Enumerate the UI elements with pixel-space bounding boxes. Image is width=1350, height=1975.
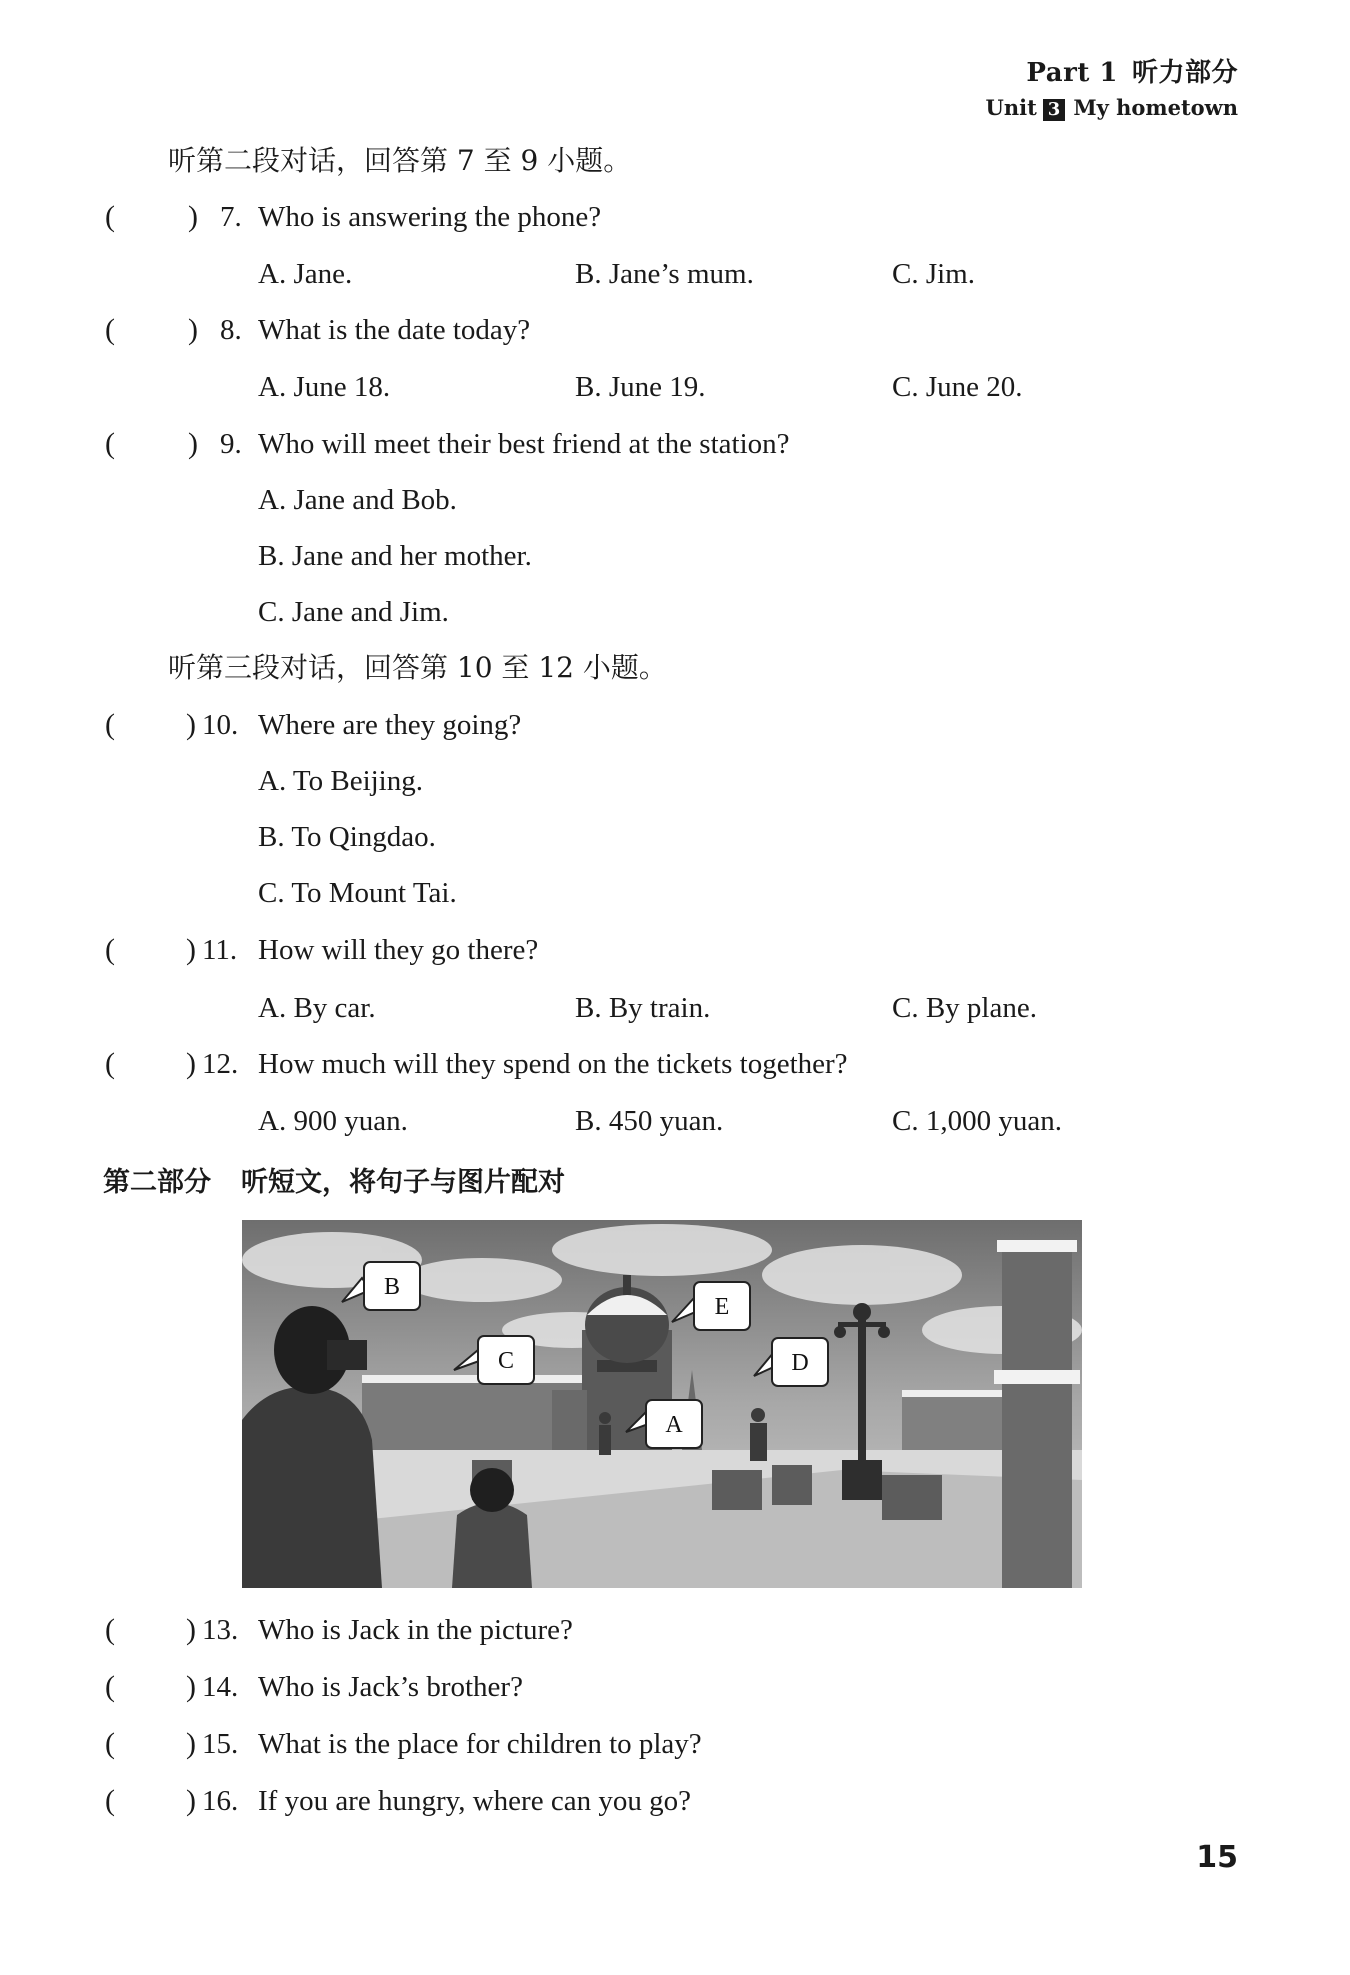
- option-b: B. To Qingdao.: [258, 821, 436, 853]
- question-number: 15.: [202, 1728, 239, 1760]
- question-text: Where are they going?: [258, 709, 522, 741]
- option-c: C. Jim.: [892, 258, 975, 290]
- answer-bracket-close: ): [188, 313, 198, 346]
- option-c: C. 1,000 yuan.: [892, 1105, 1062, 1137]
- part-heading: [986, 52, 1238, 89]
- question-number: 14.: [202, 1671, 239, 1703]
- section-2-part-label: 第二部分: [103, 1167, 211, 1198]
- callout-c-label: C: [497, 1348, 515, 1374]
- question-text: What is the place for children to play?: [258, 1728, 702, 1760]
- answer-bracket-open[interactable]: (: [105, 1613, 115, 1646]
- callout-d-label: D: [791, 1350, 809, 1376]
- answer-bracket-open[interactable]: (: [105, 1727, 115, 1760]
- answer-bracket-open[interactable]: (: [105, 313, 115, 346]
- answer-bracket-close: ): [186, 1613, 196, 1646]
- question-text: How will they go there?: [258, 934, 539, 966]
- answer-bracket-close: ): [186, 1727, 196, 1760]
- question-text: Who is Jack in the picture?: [258, 1614, 573, 1646]
- callout-a-label: A: [665, 1412, 683, 1438]
- question-number: 13.: [202, 1614, 239, 1646]
- part-label: Part 1: [1026, 58, 1118, 88]
- page-header: [986, 52, 1238, 121]
- unit-number-badge: 3: [1043, 99, 1066, 121]
- option-a: A. To Beijing.: [258, 765, 423, 797]
- answer-bracket-close: ): [186, 708, 196, 741]
- option-c: C. To Mount Tai.: [258, 877, 457, 909]
- answer-bracket-close: ): [186, 933, 196, 966]
- option-a: A. By car.: [258, 992, 376, 1024]
- question-text: Who will meet their best friend at the station?: [258, 428, 790, 460]
- answer-bracket-open[interactable]: (: [105, 708, 115, 741]
- option-b: B. 450 yuan.: [575, 1105, 724, 1137]
- option-a: A. June 18.: [258, 371, 391, 403]
- question-number: 8.: [220, 314, 242, 346]
- question-text: Who is Jack’s brother?: [258, 1671, 523, 1703]
- page-number: 15: [1196, 1840, 1238, 1875]
- stone-pillar: [994, 1240, 1080, 1588]
- dialog3-instruction: 听第三段对话，回答第 10 至 12 小题。: [168, 651, 667, 684]
- question-text: Who is answering the phone?: [258, 201, 602, 233]
- question-text: If you are hungry, where can you go?: [258, 1785, 691, 1817]
- answer-bracket-close: ): [186, 1047, 196, 1080]
- question-number: 10.: [202, 709, 239, 741]
- question-number: 11.: [202, 934, 238, 966]
- section-2-title: [103, 1160, 565, 1199]
- option-c: C. By plane.: [892, 992, 1037, 1024]
- option-c: C. June 20.: [892, 371, 1023, 403]
- question-number: 7.: [220, 201, 242, 233]
- answer-bracket-close: ): [186, 1670, 196, 1703]
- dialog2-instruction: 听第二段对话，回答第 7 至 9 小题。: [168, 144, 632, 177]
- question-text: What is the date today?: [258, 314, 531, 346]
- answer-bracket-open[interactable]: (: [105, 427, 115, 460]
- option-a: A. Jane.: [258, 258, 353, 290]
- question-text: How much will they spend on the tickets together?: [258, 1048, 848, 1080]
- option-b: B. June 19.: [575, 371, 706, 403]
- unit-heading: [986, 95, 1238, 121]
- question-number: 12.: [202, 1048, 239, 1080]
- unit-title: My hometown: [1073, 95, 1238, 120]
- option-c: C. Jane and Jim.: [258, 596, 449, 628]
- option-b: B. Jane’s mum.: [575, 258, 754, 290]
- answer-bracket-close: ): [188, 427, 198, 460]
- answer-bracket-open[interactable]: (: [105, 933, 115, 966]
- part-cn-label: 听力部分: [1131, 58, 1238, 88]
- option-a: A. Jane and Bob.: [258, 484, 457, 516]
- answer-bracket-open[interactable]: (: [105, 1670, 115, 1703]
- unit-label: Unit: [985, 95, 1037, 120]
- option-a: A. 900 yuan.: [258, 1105, 408, 1137]
- callout-e-label: E: [714, 1294, 730, 1320]
- section-2-instruction: 听短文，将句子与图片配对: [241, 1167, 565, 1198]
- answer-bracket-close: ): [186, 1784, 196, 1817]
- question-number: 16.: [202, 1785, 239, 1817]
- answer-bracket-open[interactable]: (: [105, 200, 115, 233]
- question-number: 9.: [220, 428, 242, 460]
- answer-bracket-open[interactable]: (: [105, 1047, 115, 1080]
- option-b: B. Jane and her mother.: [258, 540, 532, 572]
- answer-bracket-open[interactable]: (: [105, 1784, 115, 1817]
- answer-bracket-close: ): [188, 200, 198, 233]
- option-b: B. By train.: [575, 992, 711, 1024]
- callout-b-label: B: [383, 1274, 401, 1300]
- harbin-square-illustration: [242, 1220, 1082, 1588]
